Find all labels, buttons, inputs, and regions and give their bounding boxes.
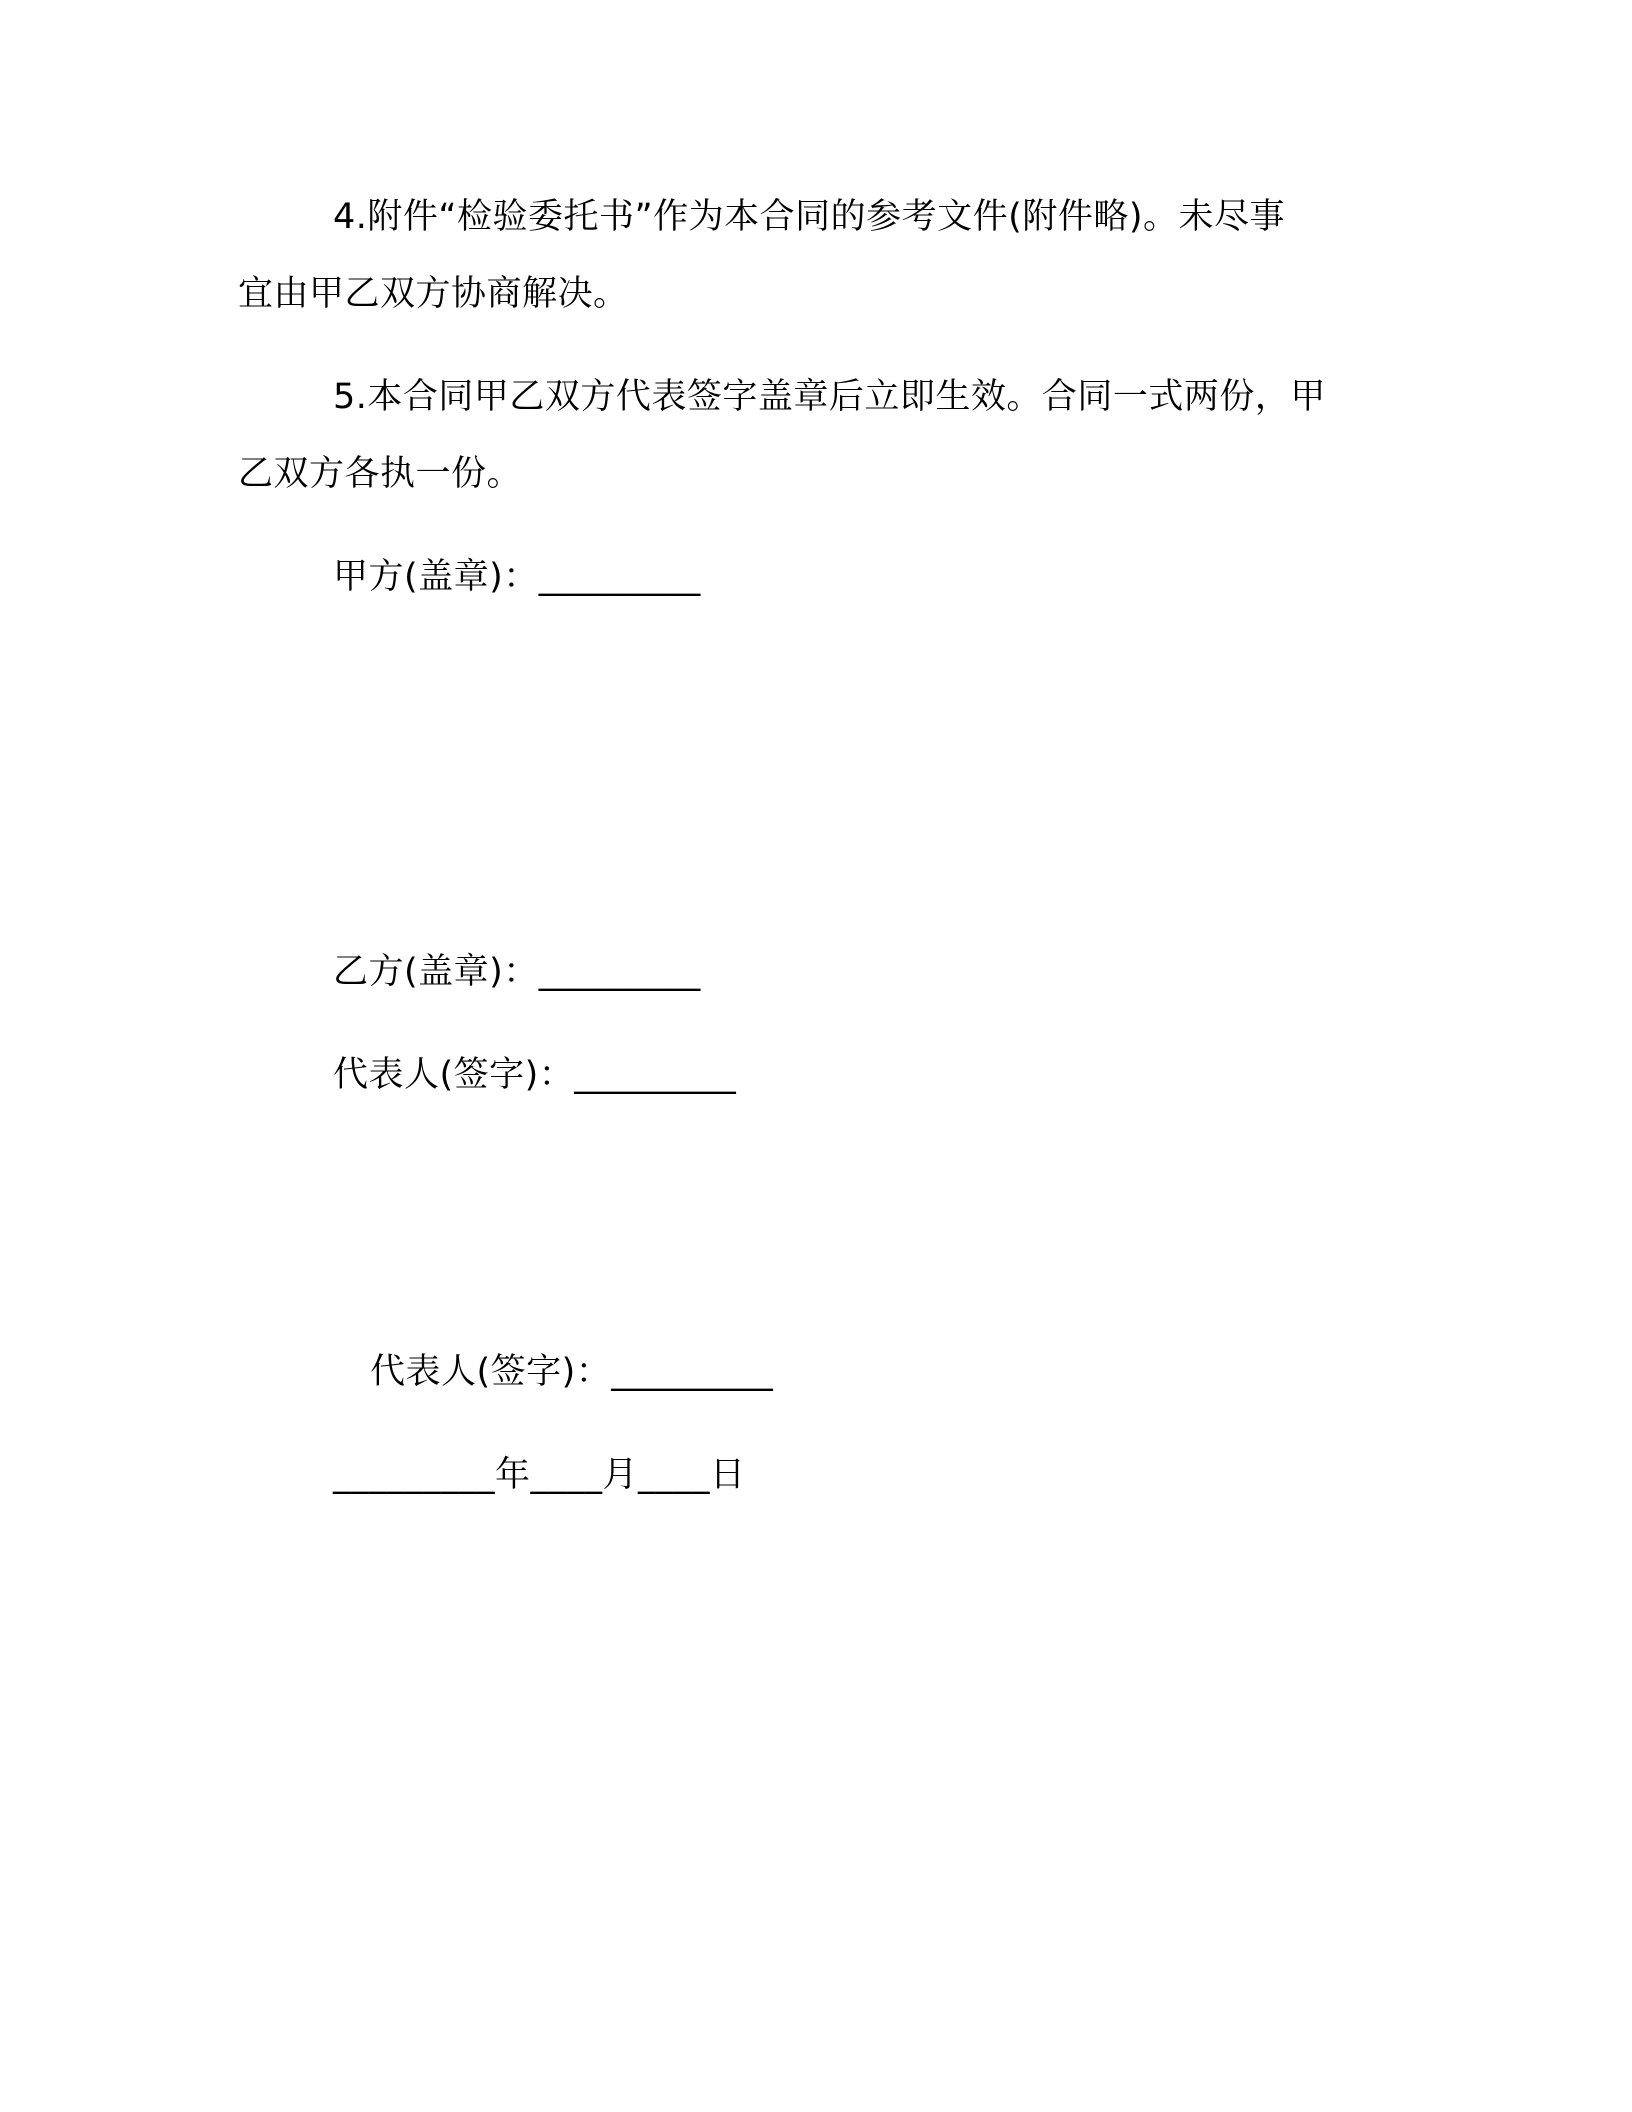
party-b-seal-field: 乙方(盖章)：_________ xyxy=(333,952,701,992)
representative-signature-field-1: 代表人(签字)：_________ xyxy=(333,1055,737,1095)
representative-signature-field-2: 代表人(签字)：_________ xyxy=(370,1352,774,1392)
clause-5-line-2: 乙双方各执一份。 xyxy=(238,454,523,494)
clause-5-line-1: 5.本合同甲乙双方代表签字盖章后立即生效。合同一式两份，甲 xyxy=(333,377,1326,417)
clause-4-line-2: 宜由甲乙双方协商解决。 xyxy=(238,274,629,314)
clause-4-line-1: 4.附件“检验委托书”作为本合同的参考文件(附件略)。未尽事 xyxy=(333,197,1285,237)
date-field: _________年____月____日 xyxy=(333,1455,746,1495)
party-a-seal-field: 甲方(盖章)：_________ xyxy=(333,557,701,597)
